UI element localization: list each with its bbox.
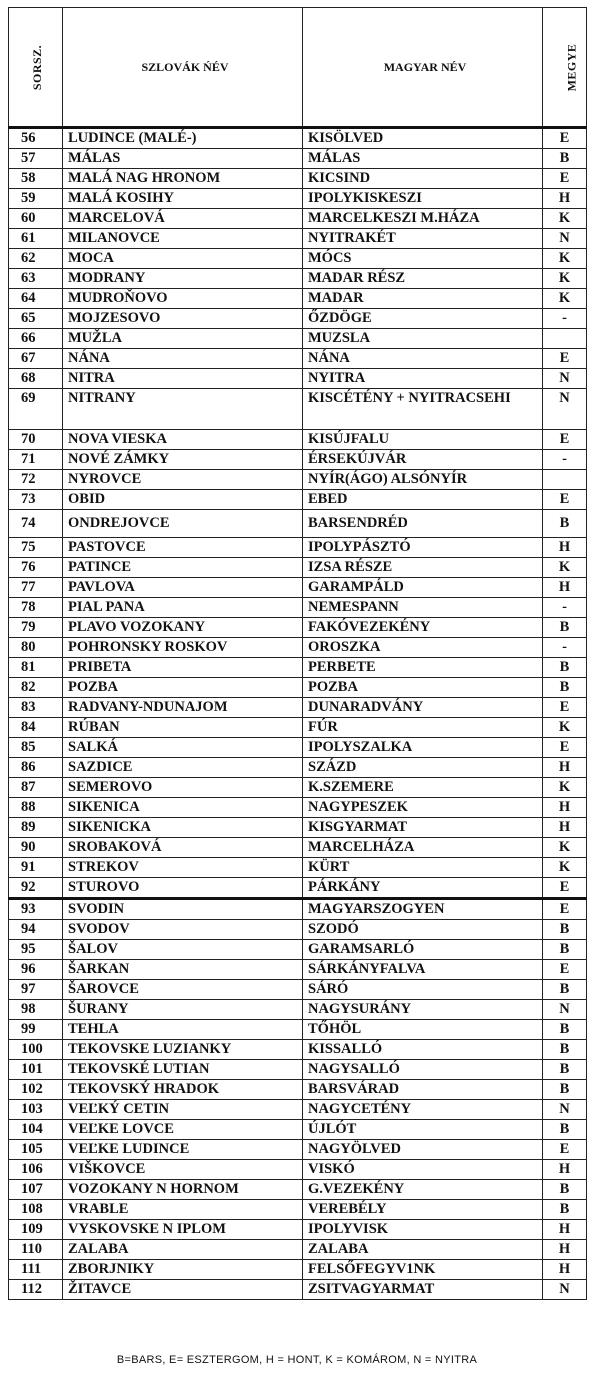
hungarian-name: IPOLYPÁSZTÓ: [303, 538, 543, 558]
county-code: -: [543, 309, 587, 329]
hungarian-name: ZALABA: [303, 1240, 543, 1260]
county-code: N: [543, 1000, 587, 1020]
row-number: 105: [9, 1140, 63, 1160]
row-number: 100: [9, 1040, 63, 1060]
table-row: [9, 858, 587, 878]
slovak-name: PRIBETA: [63, 658, 303, 678]
hungarian-name: SZÁZD: [303, 758, 543, 778]
county-code: K: [543, 718, 587, 738]
county-code: E: [543, 1140, 587, 1160]
county-code: B: [543, 149, 587, 169]
hungarian-name: KISÖLVED: [303, 128, 543, 149]
header-hungarian-name: MAGYAR NÉV: [303, 8, 543, 128]
county-code: E: [543, 169, 587, 189]
row-number: 109: [9, 1220, 63, 1240]
county-code: B: [543, 1080, 587, 1100]
hungarian-name: NÁNA: [303, 349, 543, 369]
slovak-name: PAVLOVA: [63, 578, 303, 598]
table-row: [9, 698, 587, 718]
hungarian-name: GARAMSARLÓ: [303, 940, 543, 960]
county-code: B: [543, 940, 587, 960]
hungarian-name: IPOLYVISK: [303, 1220, 543, 1240]
hungarian-name: NYITRA: [303, 369, 543, 389]
slovak-name: MALÁ KOSIHY: [63, 189, 303, 209]
county-code: K: [543, 778, 587, 798]
slovak-name: ZBORJNIKY: [63, 1260, 303, 1280]
table-row: [9, 389, 587, 430]
county-code: B: [543, 658, 587, 678]
county-code: K: [543, 558, 587, 578]
row-number: 98: [9, 1000, 63, 1020]
table-row: [9, 838, 587, 858]
row-number: 101: [9, 1060, 63, 1080]
table-row: [9, 249, 587, 269]
row-number: 62: [9, 249, 63, 269]
slovak-name: ONDREJOVCE: [63, 510, 303, 538]
slovak-name: POZBA: [63, 678, 303, 698]
row-number: 67: [9, 349, 63, 369]
row-number: 59: [9, 189, 63, 209]
row-number: 111: [9, 1260, 63, 1280]
slovak-name: LUDINCE (MALÉ-): [63, 128, 303, 149]
slovak-name: SVODIN: [63, 899, 303, 920]
slovak-name: MALÁ NAG HRONOM: [63, 169, 303, 189]
row-number: 87: [9, 778, 63, 798]
table-row: [9, 798, 587, 818]
row-number: 95: [9, 940, 63, 960]
row-number: 88: [9, 798, 63, 818]
slovak-name: SEMEROVO: [63, 778, 303, 798]
county-code: E: [543, 490, 587, 510]
slovak-name: NÁNA: [63, 349, 303, 369]
county-code: B: [543, 510, 587, 538]
row-number: 56: [9, 128, 63, 149]
county-code: [543, 329, 587, 349]
slovak-name: SROBAKOVÁ: [63, 838, 303, 858]
hungarian-name: SÁRÓ: [303, 980, 543, 1000]
county-code: E: [543, 430, 587, 450]
table-row: [9, 878, 587, 899]
county-code: -: [543, 638, 587, 658]
slovak-name: MOJZESOVO: [63, 309, 303, 329]
row-number: 70: [9, 430, 63, 450]
table-row: [9, 598, 587, 618]
hungarian-name: FAKÓVEZEKÉNY: [303, 618, 543, 638]
row-number: 84: [9, 718, 63, 738]
row-number: 89: [9, 818, 63, 838]
slovak-name: TEHLA: [63, 1020, 303, 1040]
row-number: 58: [9, 169, 63, 189]
table-row: [9, 578, 587, 598]
slovak-name: TEKOVSKÝ HRADOK: [63, 1080, 303, 1100]
row-number: 94: [9, 920, 63, 940]
table-row: [9, 818, 587, 838]
county-code: H: [543, 1260, 587, 1280]
slovak-name: NOVÉ ZÁMKY: [63, 450, 303, 470]
hungarian-name: OROSZKA: [303, 638, 543, 658]
table-row: [9, 490, 587, 510]
slovak-name: NYROVCE: [63, 470, 303, 490]
row-number: 77: [9, 578, 63, 598]
hungarian-name: SÁRKÁNYFALVA: [303, 960, 543, 980]
slovak-name: SIKENICA: [63, 798, 303, 818]
slovak-name: MILANOVCE: [63, 229, 303, 249]
slovak-name: NOVA VIESKA: [63, 430, 303, 450]
hungarian-name: MADAR: [303, 289, 543, 309]
county-code: N: [543, 389, 587, 430]
table-row: [9, 1160, 587, 1180]
hungarian-name: NAGYSALLÓ: [303, 1060, 543, 1080]
county-code: K: [543, 289, 587, 309]
hungarian-name: NEMESPANN: [303, 598, 543, 618]
county-code: E: [543, 960, 587, 980]
row-number: 81: [9, 658, 63, 678]
row-number: 108: [9, 1200, 63, 1220]
place-names-table: [8, 7, 587, 1300]
slovak-name: PASTOVCE: [63, 538, 303, 558]
row-number: 97: [9, 980, 63, 1000]
row-number: 96: [9, 960, 63, 980]
row-number: 61: [9, 229, 63, 249]
table-row: [9, 940, 587, 960]
hungarian-name: IZSA RÉSZE: [303, 558, 543, 578]
row-number: 86: [9, 758, 63, 778]
table-row: [9, 349, 587, 369]
county-code: E: [543, 878, 587, 899]
slovak-name: MODRANY: [63, 269, 303, 289]
hungarian-name: NYITRAKÉT: [303, 229, 543, 249]
hungarian-name: NAGYPESZEK: [303, 798, 543, 818]
hungarian-name: ÉRSEKÚJVÁR: [303, 450, 543, 470]
county-code: H: [543, 818, 587, 838]
slovak-name: VRABLE: [63, 1200, 303, 1220]
row-number: 78: [9, 598, 63, 618]
hungarian-name: BARSVÁRAD: [303, 1080, 543, 1100]
row-number: 76: [9, 558, 63, 578]
table-row: [9, 738, 587, 758]
slovak-name: TEKOVSKE LUZIANKY: [63, 1040, 303, 1060]
table-row: [9, 980, 587, 1000]
row-number: 99: [9, 1020, 63, 1040]
row-number: 112: [9, 1280, 63, 1300]
row-number: 83: [9, 698, 63, 718]
table-row: [9, 128, 587, 149]
table-row: [9, 169, 587, 189]
row-number: 72: [9, 470, 63, 490]
slovak-name: TEKOVSKÉ LUTIAN: [63, 1060, 303, 1080]
slovak-name: VOZOKANY N HORNOM: [63, 1180, 303, 1200]
table-body: [9, 128, 587, 1300]
slovak-name: SIKENICKA: [63, 818, 303, 838]
hungarian-name: MADAR RÉSZ: [303, 269, 543, 289]
table-row: [9, 538, 587, 558]
row-number: 91: [9, 858, 63, 878]
hungarian-name: EBED: [303, 490, 543, 510]
county-code: H: [543, 578, 587, 598]
hungarian-name: FELSŐFEGYV1NK: [303, 1260, 543, 1280]
row-number: 92: [9, 878, 63, 899]
table-row: [9, 269, 587, 289]
table-row: [9, 1140, 587, 1160]
county-code: B: [543, 920, 587, 940]
county-code: B: [543, 1200, 587, 1220]
slovak-name: STREKOV: [63, 858, 303, 878]
county-code: N: [543, 369, 587, 389]
hungarian-name: NAGYSURÁNY: [303, 1000, 543, 1020]
county-legend: B=BARS, E= ESZTERGOM, H = HONT, K = KOMÁROM, N = NYITRA: [116, 1354, 478, 1366]
hungarian-name: KISCÉTÉNY + NYITRACSEHI: [303, 389, 543, 430]
county-code: K: [543, 269, 587, 289]
hungarian-name: BARSENDRÉD: [303, 510, 543, 538]
hungarian-name: ZSITVAGYARMAT: [303, 1280, 543, 1300]
row-number: 79: [9, 618, 63, 638]
slovak-name: SAZDICE: [63, 758, 303, 778]
hungarian-name: ŐZDÖGE: [303, 309, 543, 329]
county-code: H: [543, 758, 587, 778]
table-row: [9, 718, 587, 738]
table-header: [9, 8, 587, 128]
table-row: [9, 1180, 587, 1200]
row-number: 68: [9, 369, 63, 389]
table-row: [9, 618, 587, 638]
header-sorsz: SORSZ.: [9, 8, 63, 128]
county-code: B: [543, 618, 587, 638]
hungarian-name: VISKÓ: [303, 1160, 543, 1180]
hungarian-name: K.SZEMERE: [303, 778, 543, 798]
county-code: K: [543, 838, 587, 858]
hungarian-name: MÓCS: [303, 249, 543, 269]
county-code: N: [543, 1100, 587, 1120]
table-row: [9, 1220, 587, 1240]
slovak-name: NITRA: [63, 369, 303, 389]
row-number: 57: [9, 149, 63, 169]
county-code: -: [543, 598, 587, 618]
table-row: [9, 209, 587, 229]
hungarian-name: G.VEZEKÉNY: [303, 1180, 543, 1200]
row-number: 80: [9, 638, 63, 658]
slovak-name: PATINCE: [63, 558, 303, 578]
slovak-name: SVODOV: [63, 920, 303, 940]
county-code: -: [543, 450, 587, 470]
slovak-name: ŠALOV: [63, 940, 303, 960]
row-number: 69: [9, 389, 63, 430]
hungarian-name: MUZSLA: [303, 329, 543, 349]
header-county: MEGYE: [543, 8, 587, 128]
hungarian-name: KISÚJFALU: [303, 430, 543, 450]
table-row: [9, 899, 587, 920]
hungarian-name: IPOLYKISKESZI: [303, 189, 543, 209]
slovak-name: ŠURANY: [63, 1000, 303, 1020]
county-code: E: [543, 899, 587, 920]
row-number: 110: [9, 1240, 63, 1260]
table-row: [9, 510, 587, 538]
county-code: B: [543, 1020, 587, 1040]
table-row: [9, 960, 587, 980]
hungarian-name: VEREBÉLY: [303, 1200, 543, 1220]
hungarian-name: KICSIND: [303, 169, 543, 189]
county-code: B: [543, 1040, 587, 1060]
slovak-name: VEĽKE LOVCE: [63, 1120, 303, 1140]
table-row: [9, 1120, 587, 1140]
hungarian-name: MARCELKESZI M.HÁZA: [303, 209, 543, 229]
table-row: [9, 778, 587, 798]
row-number: 85: [9, 738, 63, 758]
county-code: B: [543, 1120, 587, 1140]
row-number: 73: [9, 490, 63, 510]
slovak-name: MUŽLA: [63, 329, 303, 349]
hungarian-name: KÜRT: [303, 858, 543, 878]
row-number: 66: [9, 329, 63, 349]
county-code: N: [543, 229, 587, 249]
county-code: [543, 470, 587, 490]
hungarian-name: KISSALLÓ: [303, 1040, 543, 1060]
slovak-name: POHRONSKY ROSKOV: [63, 638, 303, 658]
hungarian-name: MAGYARSZOGYEN: [303, 899, 543, 920]
hungarian-name: SZODÓ: [303, 920, 543, 940]
slovak-name: VEĽKE LUDINCE: [63, 1140, 303, 1160]
slovak-name: MUDROŇOVO: [63, 289, 303, 309]
slovak-name: ŽITAVCE: [63, 1280, 303, 1300]
slovak-name: VIŠKOVCE: [63, 1160, 303, 1180]
slovak-name: RÚBAN: [63, 718, 303, 738]
table-row: [9, 149, 587, 169]
hungarian-name: NAGYCETÉNY: [303, 1100, 543, 1120]
row-number: 71: [9, 450, 63, 470]
hungarian-name: KISGYARMAT: [303, 818, 543, 838]
row-number: 107: [9, 1180, 63, 1200]
row-number: 82: [9, 678, 63, 698]
row-number: 63: [9, 269, 63, 289]
table-row: [9, 289, 587, 309]
table-row: [9, 920, 587, 940]
hungarian-name: NYÍR(ÁGO) ALSÓNYÍR: [303, 470, 543, 490]
row-number: 74: [9, 510, 63, 538]
row-number: 106: [9, 1160, 63, 1180]
hungarian-name: NAGYÖLVED: [303, 1140, 543, 1160]
row-number: 102: [9, 1080, 63, 1100]
hungarian-name: FÚR: [303, 718, 543, 738]
hungarian-name: IPOLYSZALKA: [303, 738, 543, 758]
header-slovak-name: SZLOVÁK ŃÉV: [63, 8, 303, 128]
row-number: 60: [9, 209, 63, 229]
slovak-name: VEĽKÝ CETIN: [63, 1100, 303, 1120]
table-row: [9, 430, 587, 450]
county-code: N: [543, 1280, 587, 1300]
table-row: [9, 1040, 587, 1060]
slovak-name: MARCELOVÁ: [63, 209, 303, 229]
row-number: 64: [9, 289, 63, 309]
row-number: 103: [9, 1100, 63, 1120]
hungarian-name: MARCELHÁZA: [303, 838, 543, 858]
table-row: [9, 329, 587, 349]
slovak-name: OBID: [63, 490, 303, 510]
hungarian-name: DUNARADVÁNY: [303, 698, 543, 718]
slovak-name: RADVANY-NDUNAJOM: [63, 698, 303, 718]
slovak-name: STUROVO: [63, 878, 303, 899]
table-row: [9, 1000, 587, 1020]
slovak-name: VYSKOVSKE N IPLOM: [63, 1220, 303, 1240]
county-code: K: [543, 209, 587, 229]
table-row: [9, 1280, 587, 1300]
table-row: [9, 229, 587, 249]
slovak-name: ZALABA: [63, 1240, 303, 1260]
county-code: H: [543, 189, 587, 209]
county-code: H: [543, 1240, 587, 1260]
table-row: [9, 1240, 587, 1260]
county-code: B: [543, 1060, 587, 1080]
county-code: E: [543, 698, 587, 718]
slovak-name: ŠAROVCE: [63, 980, 303, 1000]
table-row: [9, 758, 587, 778]
table-row: [9, 1200, 587, 1220]
slovak-name: MOCA: [63, 249, 303, 269]
county-code: H: [543, 1160, 587, 1180]
hungarian-name: MÁLAS: [303, 149, 543, 169]
table-row: [9, 1020, 587, 1040]
row-number: 104: [9, 1120, 63, 1140]
table-row: [9, 658, 587, 678]
table-row: [9, 678, 587, 698]
table-row: [9, 558, 587, 578]
hungarian-name: TŐHÖL: [303, 1020, 543, 1040]
county-code: H: [543, 538, 587, 558]
hungarian-name: PÁRKÁNY: [303, 878, 543, 899]
table-row: [9, 1080, 587, 1100]
slovak-name: NITRANY: [63, 389, 303, 430]
row-number: 93: [9, 899, 63, 920]
slovak-name: PIAL PANA: [63, 598, 303, 618]
county-code: B: [543, 1180, 587, 1200]
county-code: H: [543, 798, 587, 818]
county-code: K: [543, 858, 587, 878]
slovak-name: PLAVO VOZOKANY: [63, 618, 303, 638]
hungarian-name: GARAMPÁLD: [303, 578, 543, 598]
row-number: 90: [9, 838, 63, 858]
table-row: [9, 638, 587, 658]
county-code: K: [543, 249, 587, 269]
table-row: [9, 1260, 587, 1280]
county-code: B: [543, 980, 587, 1000]
table-row: [9, 369, 587, 389]
row-number: 75: [9, 538, 63, 558]
hungarian-name: POZBA: [303, 678, 543, 698]
county-code: E: [543, 128, 587, 149]
county-code: E: [543, 738, 587, 758]
hungarian-name: PERBETE: [303, 658, 543, 678]
table-row: [9, 1060, 587, 1080]
table-row: [9, 309, 587, 329]
table-row: [9, 1100, 587, 1120]
slovak-name: MÁLAS: [63, 149, 303, 169]
county-code: B: [543, 678, 587, 698]
table-row: [9, 470, 587, 490]
county-code: E: [543, 349, 587, 369]
slovak-name: SALKÁ: [63, 738, 303, 758]
row-number: 65: [9, 309, 63, 329]
table-row: [9, 450, 587, 470]
county-code: H: [543, 1220, 587, 1240]
hungarian-name: ÚJLÓT: [303, 1120, 543, 1140]
slovak-name: ŠARKAN: [63, 960, 303, 980]
table-row: [9, 189, 587, 209]
